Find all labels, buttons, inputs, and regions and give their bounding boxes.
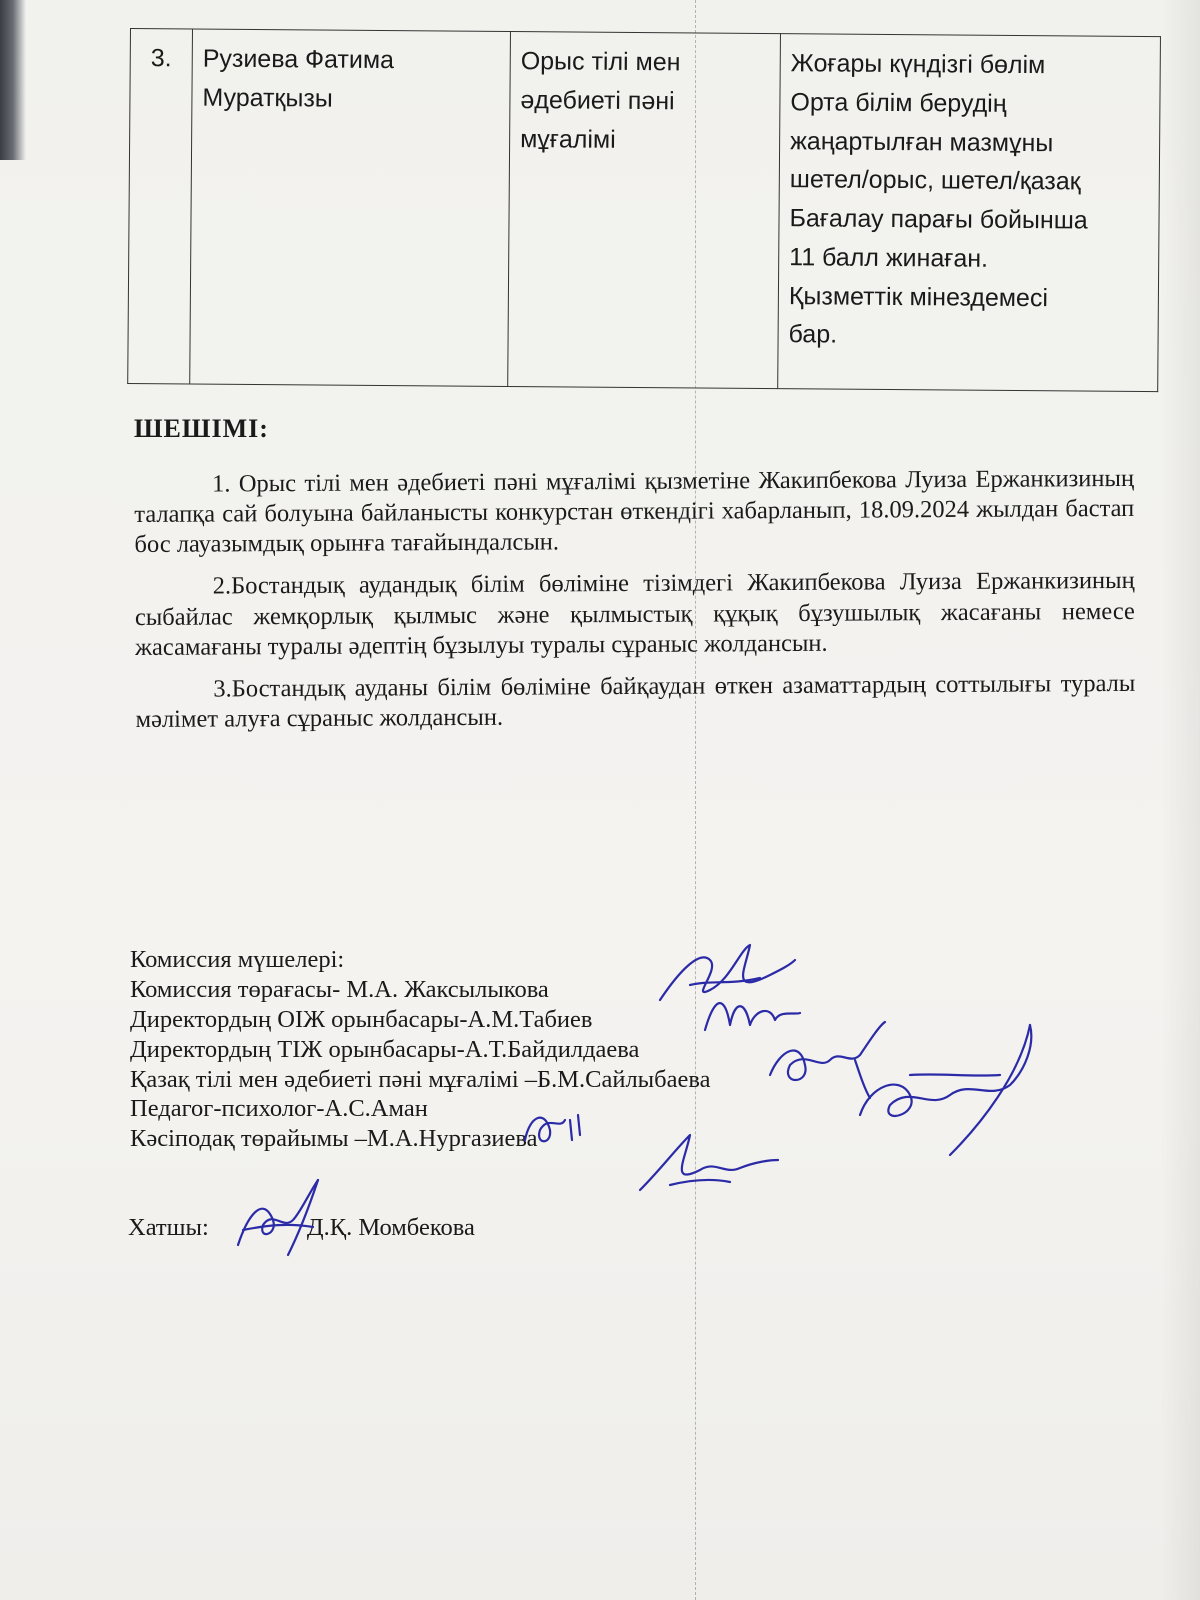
commission-member: Директордың ТІЖ орынбасары-А.Т.Байдилдаева: [130, 1035, 640, 1063]
right-shade: [1160, 0, 1200, 1600]
signature-psychologist: [520, 1105, 590, 1150]
commission-member: Қазақ тілі мен әдебиеті пәні мұғалімі –Б.М.Сайлыбаева: [130, 1065, 711, 1093]
table-row: [128, 29, 1161, 392]
row-number-cell: [128, 29, 193, 384]
candidate-position: Орыс тілі мен әдебиеті пәні мұғалімі: [520, 47, 681, 154]
decision-item-1: 1. Орыс тілі мен әдебиеті пәні мұғалімі қызметіне Жакипбекова Луиза Ержанкизиның талапқа сай болуына байланысты конкурстан өткендігі хабарланып, 18.09.2024 жылдан бастап бос лауазымдық орынға тағайындалсын.: [134, 464, 1135, 559]
candidates-table: [127, 28, 1161, 392]
commission-member: Кәсіподақ төрайымы –М.А.Нургазиева: [130, 1125, 538, 1153]
position-cell: [508, 31, 781, 388]
decision-item-3: 3.Бостандық ауданы білім бөліміне байқаудан өткен азаматтардың соттылығы туралы мәлімет алуға сұраныс жолдансын.: [135, 669, 1136, 733]
commission-list: [130, 945, 710, 1154]
commission-header: Комиссия мүшелері:: [130, 946, 345, 973]
commission-member: Педагог-психолог-А.С.Аман: [130, 1095, 428, 1123]
decision-item-2: 2.Бостандық аудандық білім бөліміне тізімдегі Жакипбекова Луиза Ержанкизиның сыбайлас жемқорлық қылмыс және қылмыстық құқық бұзушылық жасағаны немесе жасамағаны туралы әдептің бұзылуы туралы сұраныс жолдансын.: [134, 567, 1135, 661]
decision-title: ШЕШІМІ:: [134, 414, 269, 443]
commission-member: Директордың ОІЖ орынбасары-А.М.Табиев: [130, 1005, 593, 1033]
page-edge-shadow: [0, 0, 26, 160]
secretary-label: Хатшы:: [128, 1214, 209, 1241]
commission-member: Комиссия төрағасы- М.А. Жаксылыкова: [130, 975, 549, 1003]
decision-body: [134, 464, 1136, 747]
row-number: 3.: [150, 44, 172, 73]
candidate-name: Рузиева Фатима Муратқызы: [202, 44, 395, 113]
candidate-details: Жоғары күндізгі бөлім Орта білім берудің жаңартылған мазмұны шетел/орыс, шетел/қазақ Бағалау парағы бойынша 11 балл жинаған. Қызметтік мінездемесі бар.: [788, 49, 1088, 349]
name-cell: [190, 29, 511, 386]
signature-union-chair: [630, 1130, 780, 1200]
details-cell: [778, 34, 1161, 392]
signature-teacher: [850, 1015, 1050, 1165]
signature-secretary: [228, 1175, 328, 1260]
secretary-name: Д.Қ. Момбекова: [306, 1214, 475, 1241]
